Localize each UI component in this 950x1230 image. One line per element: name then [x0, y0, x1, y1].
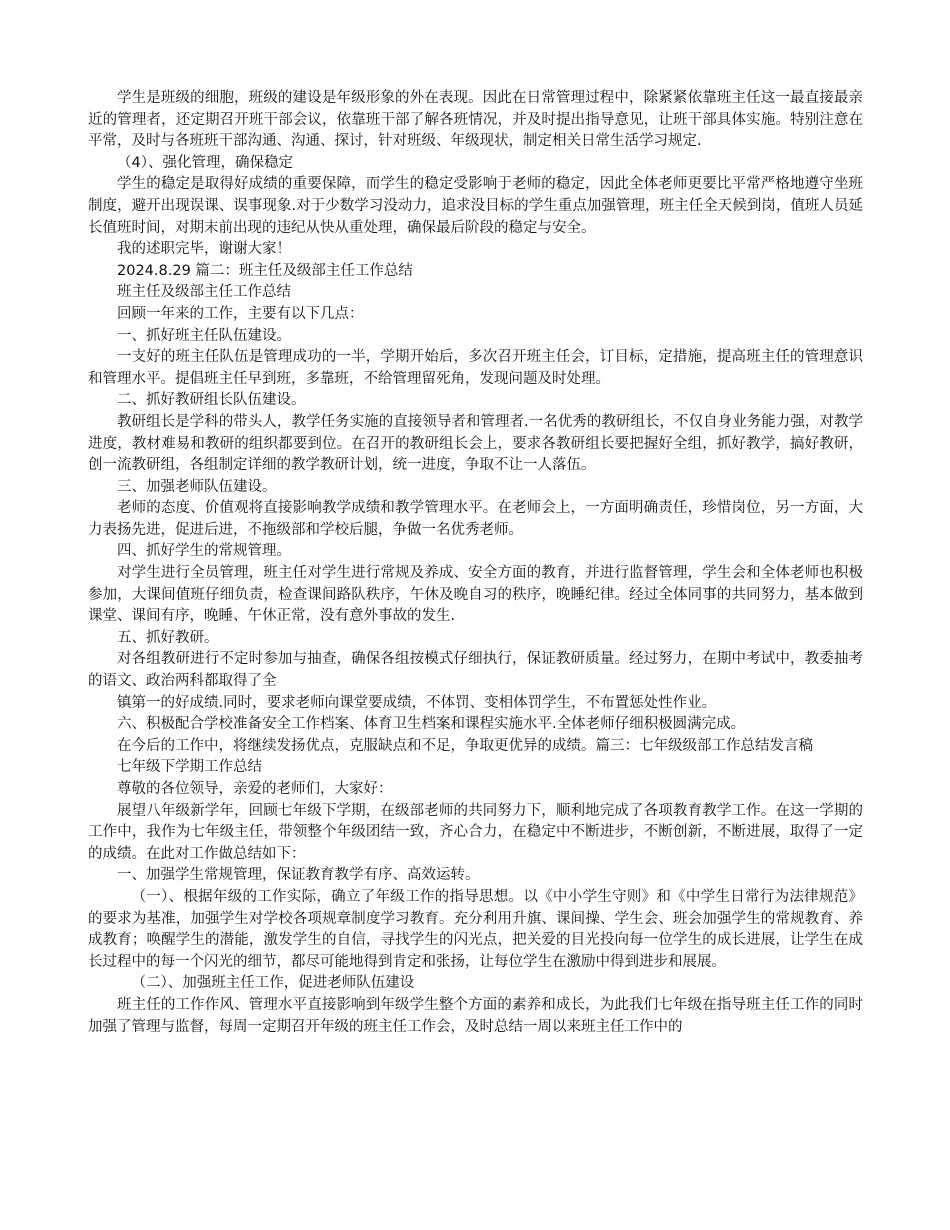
- paragraph: 六、积极配合学校准备安全工作档案、体育卫生档案和课程实施水平.全体老师仔细积极圆满完成。: [117, 716, 746, 733]
- paragraph: 展望八年级新学年，回顾七年级下学期，在级部老师的共同努力下，顺利地完成了各项教育教学工作。在这一学期的工作中，我作为七年级主任，带领整个年级团结一致，齐心合力，在稳定中不断进步，不断创新，不断进展，取得了一定的成绩。在此对工作做总结如下：: [88, 802, 863, 862]
- paragraph: 在今后的工作中，将继续发扬优点，克服缺点和不足，争取更优异的成绩。篇三：七年级级部工作总结发言稿: [117, 737, 813, 754]
- paragraph: 三、加强老师队伍建设。: [117, 478, 277, 495]
- paragraph: 七年级下学期工作总结: [117, 759, 262, 776]
- paragraph: 一、抓好班主任队伍建设。: [117, 327, 291, 344]
- paragraph: 班主任及级部主任工作总结: [117, 284, 291, 301]
- paragraph: 对各组教研进行不定时参加与抽查，确保各组按模式仔细执行，保证教研质量。经过努力，在期中考试中，教委抽考的语文、政治两科都取得了全: [88, 651, 863, 690]
- paragraph: 我的述职完毕，谢谢大家！: [117, 241, 291, 258]
- paragraph: 2024.8.29 篇二：班主任及级部主任工作总结: [117, 262, 413, 279]
- paragraph: 学生是班级的细胞，班级的建设是年级形象的外在表现。因此在日常管理过程中，除紧紧依靠班主任这一最直接最亲近的管理者，还定期召开班干部会议，依靠班干部了解各班情况，并及时提出指导意见，让班干部具体实施。特别注意在平常，及时与各班班干部沟通、沟通、探讨，针对班级、年级现状，制定相关日常生活学习规定.: [88, 90, 863, 150]
- paragraph: 五、抓好教研。: [117, 629, 219, 646]
- paragraph: （4）、强化管理，确保稳定: [117, 154, 293, 171]
- paragraph: 二、抓好教研组长队伍建设。: [117, 392, 306, 409]
- document-body: [88, 88, 863, 1038]
- paragraph: 回顾一年来的工作，主要有以下几点：: [117, 305, 364, 322]
- paragraph: 班主任的工作作风、管理水平直接影响到年级学生整个方面的素养和成长，为此我们七年级在指导班主任工作的同时加强了管理与监督，每周一定期召开年级的班主任工作会，及时总结一周以来班主任工作中的: [88, 996, 863, 1035]
- paragraph: 老师的态度、价值观将直接影响教学成绩和教学管理水平。在老师会上，一方面明确责任，珍惜岗位，另一方面，大力表扬先进，促进后进，不拖级部和学校后腿，争做一名优秀老师。: [88, 500, 863, 538]
- paragraph: 尊敬的各位领导，亲爱的老师们，大家好：: [117, 781, 393, 797]
- paragraph: 对学生进行全员管理，班主任对学生进行常规及养成、安全方面的教育，并进行监督管理，学生会和全体老师也积极参加，大课间值班仔细负责，检查课间路队秩序，午休及晚自习的秩序，晚睡纪律。经过全体同事的共同努力，基本做到课堂、课间有序，晚睡、午休正常，没有意外事故的发生.: [88, 565, 863, 625]
- paragraph: （一）、根据年级的工作实际，确立了年级工作的指导思想。以《中小学生守则》和《中学生日常行为法律规范》的要求为基准，加强学生对学校各项规章制度学习教育。充分利用升旗、课间操、学生会、班会加强学生的常规教育、养成教育；唤醒学生的潜能，激发学生的自信，寻找学生的闪光点，把关爱的目光投向每一位学生的成长进展，让学生在成长过程中的每一个闪光的细节，都尽可能地得到肯定和张扬，让每位学生在激励中得到进步和展展。: [88, 888, 863, 970]
- paragraph: 教研组长是学科的带头人，教学任务实施的直接领导者和管理者.一名优秀的教研组长，不仅自身业务能力强，对教学进度，教材难易和教研的组织都要到位。在召开的教研组长会上，要求各教研组长要把握好全组，抓好教学，搞好教研，创一流教研组，各组制定详细的教学教研计划，统一进度，争取不让一人落伍。: [88, 413, 863, 474]
- paragraph: （二）、加强班主任工作，促进老师队伍建设: [131, 975, 415, 992]
- paragraph: 镇第一的好成绩.同时，要求老师向课堂要成绩，不体罚、变相体罚学生，不布置惩处性作业。: [117, 694, 717, 711]
- paragraph: 一、加强学生常规管理，保证教育教学有序、高效运转。: [117, 867, 480, 884]
- paragraph: 一支好的班主任队伍是管理成功的一半，学期开始后，多次召开班主任会，订目标，定措施，提高班主任的管理意识和管理水平。提倡班主任早到班，多靠班，不给管理留死角，发现问题及时处理。: [88, 349, 863, 387]
- paragraph: 四、抓好学生的常规管理。: [117, 543, 291, 560]
- paragraph: 学生的稳定是取得好成绩的重要保障，而学生的稳定受影响于老师的稳定，因此全体老师更要比平常严格地遵守坐班制度，避开出现误课、误事现象.对于少数学习没动力，追求没目标的学生重点加强管理，班主任全天候到岗，值班人员延长值班时间，对期末前出现的违纪从快从重处理，确保最后阶段的稳定与安全。: [88, 176, 863, 236]
